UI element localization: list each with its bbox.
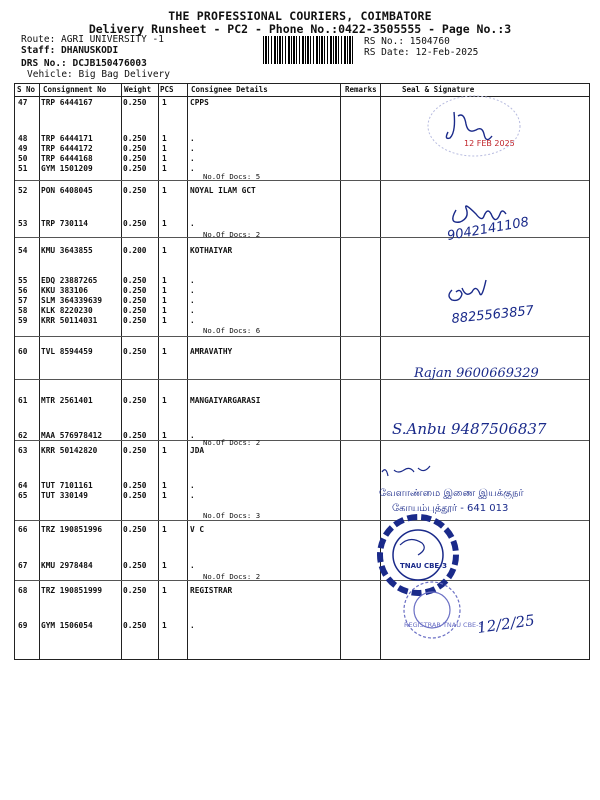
consignee-name: AMRAVATHY (190, 347, 233, 356)
consignee-group (15, 237, 589, 337)
table-row (15, 98, 589, 108)
docs-count: No.Of Docs: 3 (203, 511, 261, 520)
row-consignment-no: MTR 2561401 (41, 396, 93, 405)
row-consignment-no: TRP 6444172 (41, 144, 93, 153)
row-pcs: 1 (162, 586, 167, 595)
row-weight: 0.200 (123, 246, 147, 255)
row-pcs: 1 (162, 296, 167, 305)
row-weight: 0.250 (123, 296, 147, 305)
barcode (263, 36, 355, 64)
row-weight: 0.250 (123, 144, 147, 153)
consignee-name: V C (190, 525, 205, 534)
row-weight: 0.250 (123, 164, 147, 173)
row-sno: 52 (18, 186, 28, 195)
row-weight: 0.250 (123, 276, 147, 285)
row-pcs: 1 (162, 276, 167, 285)
row-weight: 0.250 (123, 286, 147, 295)
table-row (15, 306, 589, 316)
table-row (15, 621, 589, 631)
row-consignment-no: GYM 1501209 (41, 164, 93, 173)
consignee-name: CPPS (190, 98, 209, 107)
row-weight: 0.250 (123, 525, 147, 534)
row-details: . (190, 306, 195, 315)
row-sno: 51 (18, 164, 28, 173)
table-row (15, 186, 589, 196)
row-sno: 61 (18, 396, 28, 405)
row-details: . (190, 296, 195, 305)
row-pcs: 1 (162, 306, 167, 315)
row-details: . (190, 154, 195, 163)
row-consignment-no: SLM 364339639 (41, 296, 103, 305)
row-sno: 63 (18, 446, 28, 455)
row-sno: 60 (18, 347, 28, 356)
consignee-name: KOTHAIYAR (190, 246, 233, 255)
consignee-group (15, 520, 589, 581)
col-remarks: Remarks (345, 85, 377, 94)
row-pcs: 1 (162, 186, 167, 195)
consignee-group (15, 580, 589, 661)
row-consignment-no: GYM 1506054 (41, 621, 93, 630)
table-row (15, 481, 589, 491)
docs-count: No.Of Docs: 5 (203, 172, 261, 181)
row-consignment-no: TRP 730114 (41, 219, 88, 228)
docs-count: No.Of Docs: 2 (203, 230, 261, 239)
row-pcs: 1 (162, 396, 167, 405)
table-row (15, 396, 589, 406)
row-consignment-no: PON 6408045 (41, 186, 93, 195)
row-pcs: 1 (162, 98, 167, 107)
table-row (15, 561, 589, 571)
row-weight: 0.250 (123, 98, 147, 107)
consignee-name: JDA (190, 446, 205, 455)
row-pcs: 1 (162, 154, 167, 163)
row-sno: 57 (18, 296, 28, 305)
col-consignee: Consignee Details (191, 85, 268, 94)
row-weight: 0.250 (123, 219, 147, 228)
row-consignment-no: EDQ 23887265 (41, 276, 98, 285)
docs-count: No.Of Docs: 6 (203, 326, 261, 335)
row-sno: 67 (18, 561, 28, 570)
row-details: . (190, 561, 195, 570)
table-row (15, 586, 589, 596)
phone-kothaiyar: 8825563857 (450, 303, 535, 327)
row-consignment-no: TRZ 190851996 (41, 525, 103, 534)
row-details: . (190, 316, 195, 325)
col-consignment: Consignment No (43, 85, 107, 94)
route-text: Route: AGRI UNIVERSITY -1 (21, 34, 164, 45)
header-title: THE PROFESSIONAL COURIERS, COIMBATORE (168, 9, 432, 23)
row-consignment-no: TRP 6444171 (41, 134, 93, 143)
row-pcs: 1 (162, 316, 167, 325)
row-sno: 49 (18, 144, 28, 153)
row-sno: 62 (18, 431, 28, 440)
col-pcs: PCS (160, 85, 174, 94)
row-weight: 0.250 (123, 621, 147, 630)
row-consignment-no: KRR 50142820 (41, 446, 98, 455)
table-row (15, 316, 589, 326)
rs-date: RS Date: 12-Feb-2025 (364, 47, 479, 58)
row-pcs: 1 (162, 134, 167, 143)
row-pcs: 1 (162, 164, 167, 173)
row-sno: 58 (18, 306, 28, 315)
row-pcs: 1 (162, 481, 167, 490)
row-weight: 0.250 (123, 306, 147, 315)
row-sno: 64 (18, 481, 28, 490)
row-weight: 0.250 (123, 561, 147, 570)
table-row (15, 219, 589, 229)
table-row (15, 347, 589, 357)
row-consignment-no: KKU 383106 (41, 286, 88, 295)
row-sno: 65 (18, 491, 28, 500)
row-details: . (190, 164, 195, 173)
row-consignment-no: TRP 6444167 (41, 98, 93, 107)
row-sno: 56 (18, 286, 28, 295)
row-pcs: 1 (162, 144, 167, 153)
row-weight: 0.250 (123, 154, 147, 163)
staff-text: Staff: DHANUSKODI (21, 45, 119, 56)
docs-count: No.Of Docs: 2 (203, 438, 261, 447)
row-sno: 47 (18, 98, 28, 107)
row-pcs: 1 (162, 286, 167, 295)
row-consignment-no: TRP 6444168 (41, 154, 93, 163)
row-details: . (190, 431, 195, 440)
row-sno: 48 (18, 134, 28, 143)
signature-amravathy: Rajan 9600669329 (414, 366, 539, 381)
row-sno: 68 (18, 586, 28, 595)
table-row (15, 154, 589, 164)
tamil-stamp-line2: கோயம்புத்தூர் - 641 013 (392, 503, 509, 514)
row-sno: 69 (18, 621, 28, 630)
row-consignment-no: KMU 2978484 (41, 561, 93, 570)
row-weight: 0.250 (123, 491, 147, 500)
signature-mangaiyargarasi: S.Anbu 9487506837 (392, 420, 547, 438)
row-sno: 50 (18, 154, 28, 163)
row-pcs: 1 (162, 491, 167, 500)
table-row (15, 276, 589, 286)
table-row (15, 164, 589, 174)
consignee-group (15, 440, 589, 521)
row-sno: 55 (18, 276, 28, 285)
row-weight: 0.250 (123, 586, 147, 595)
row-sno: 53 (18, 219, 28, 228)
row-consignment-no: TRZ 190851999 (41, 586, 103, 595)
row-pcs: 1 (162, 525, 167, 534)
row-details: . (190, 481, 195, 490)
table-row (15, 446, 589, 456)
row-details: . (190, 621, 195, 630)
row-sno: 59 (18, 316, 28, 325)
table-row (15, 246, 589, 256)
row-pcs: 1 (162, 431, 167, 440)
docs-count: No.Of Docs: 2 (203, 572, 261, 581)
col-weight: Weight (124, 85, 152, 94)
row-details: . (190, 134, 195, 143)
consignee-name: REGISTRAR (190, 586, 233, 595)
phone-noyal: 9042141108 (446, 214, 531, 244)
row-consignment-no: TVL 8594459 (41, 347, 93, 356)
row-weight: 0.250 (123, 316, 147, 325)
row-pcs: 1 (162, 561, 167, 570)
row-weight: 0.250 (123, 396, 147, 405)
consignee-group (15, 336, 589, 380)
table-row (15, 286, 589, 296)
registrar-stamp: REGISTRAR TNAU CBE-3 (404, 621, 483, 629)
row-pcs: 1 (162, 347, 167, 356)
table-row (15, 491, 589, 501)
row-weight: 0.250 (123, 186, 147, 195)
row-consignment-no: TUT 330149 (41, 491, 88, 500)
row-pcs: 1 (162, 446, 167, 455)
consignee-group (15, 96, 589, 181)
table-row (15, 134, 589, 144)
consignee-name: NOYAL ILAM GCT (190, 186, 256, 195)
row-details: . (190, 219, 195, 228)
rs-number: RS No.: 1504760 (364, 36, 450, 47)
row-consignment-no: KLK 8220230 (41, 306, 93, 315)
vehicle-text: Vehicle: Big Bag Delivery (27, 69, 170, 80)
row-weight: 0.250 (123, 347, 147, 356)
row-sno: 66 (18, 525, 28, 534)
row-weight: 0.250 (123, 431, 147, 440)
table-row (15, 296, 589, 306)
row-sno: 54 (18, 246, 28, 255)
round-stamp-text: TNAU CBE-3 (400, 562, 447, 570)
row-consignment-no: MAA 576978412 (41, 431, 103, 440)
row-details: . (190, 276, 195, 285)
row-consignment-no: KMU 3643855 (41, 246, 93, 255)
header-subtitle: Delivery Runsheet - PC2 - Phone No.:0422-3505555 - Page No.:3 (88, 22, 512, 36)
row-weight: 0.250 (123, 134, 147, 143)
handwritten-date: 12/2/25 (476, 611, 536, 637)
row-weight: 0.250 (123, 446, 147, 455)
col-seal-signature: Seal & Signature (402, 85, 475, 94)
row-consignment-no: TUT 7101161 (41, 481, 93, 490)
drs-number: DRS No.: DCJB150476003 (21, 58, 147, 69)
row-consignment-no: KRR 50114031 (41, 316, 98, 325)
row-details: . (190, 491, 195, 500)
stamp-date: 12 FEB 2025 (464, 139, 515, 148)
table-row (15, 144, 589, 154)
row-details: . (190, 144, 195, 153)
row-pcs: 1 (162, 246, 167, 255)
runsheet-table (14, 83, 590, 660)
consignee-group (15, 379, 589, 447)
row-pcs: 1 (162, 219, 167, 228)
row-weight: 0.250 (123, 481, 147, 490)
row-pcs: 1 (162, 621, 167, 630)
row-details: . (190, 286, 195, 295)
table-row (15, 525, 589, 535)
tamil-stamp-line1: வேளாண்மை இணை இயக்குநர் (379, 488, 524, 499)
consignee-name: MANGAIYARGARASI (190, 396, 261, 405)
consignee-group (15, 180, 589, 238)
col-sno: S No (17, 85, 36, 94)
